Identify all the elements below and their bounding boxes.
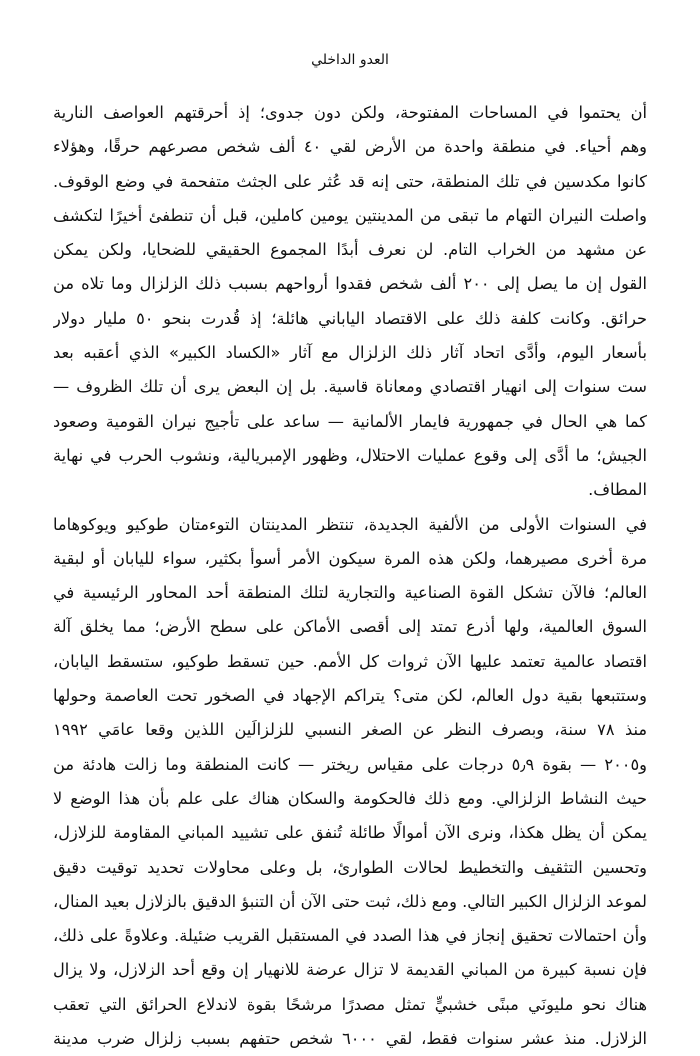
text-line: عن مشهد من الخراب التام. لن نعرف أبدًا المجموع الحقيقي للضحايا، ولكن يمكن (53, 240, 647, 260)
text-line: في السنوات الأولى من الألفية الجديدة، تنتظر المدينتان التوءمتان طوكيو ويوكوهاما (53, 514, 647, 534)
text-line: و٢٠٠٥ — بقوة ٥٫٩ درجات على مقياس ريختر — كانت المنطقة وما زالت هادئة من (53, 754, 647, 774)
body-text (53, 96, 647, 1056)
text-line: هناك نحو مليونَي مبنًى خشبيٍّ تمثل مصدرًا مرشحًا بقوة لاندلاع الحرائق التي تعقب (53, 994, 647, 1014)
text-line: منذ ٧٨ سنة، وبصرف النظر عن الصغر النسبي للزلزالَين اللذين وقعا عامَي ١٩٩٢ (53, 720, 647, 740)
text-line: حيث النشاط الزلزالي. ومع ذلك فالحكومة والسكان هناك على علم بأن هذا الوضع لا (53, 788, 647, 808)
text-line: اقتصاد عالمية تعتمد عليها الآن ثروات كل الأمم. حين تسقط طوكيو، ستسقط اليابان، (53, 651, 647, 671)
text-line: السوق العالمية، ولها أذرع تمتد إلى أقصى الأماكن على سطح الأرض؛ مما يخلق آلة (53, 617, 647, 637)
text-line: ست سنوات إلى انهيار اقتصادي ومعاناة قاسية. بل إن البعض يرى أن تلك الظروف — (53, 377, 647, 397)
text-line: بأسعار اليوم، وأدَّى اتحاد آثار ذلك الزلزال مع آثار «الكساد الكبير» الذي أعقبه بعد (53, 343, 647, 363)
paragraph (53, 96, 647, 508)
text-line: كما هي الحال في جمهورية فايمار الألمانية — ساعد على تأجيج نيران القومية وصعود (53, 411, 647, 431)
text-line: فإن نسبة كبيرة من المباني القديمة لا تزال عرضة للانهيار إن وقع أحد الزلازل، ولا يزال (53, 960, 647, 980)
paragraph (53, 508, 647, 1056)
running-header: العدو الداخلي (311, 52, 389, 68)
text-line: الجيش؛ ما أدَّى إلى وقوع عمليات الاحتلال، وظهور الإمبريالية، ونشوب الحرب في نهاية (53, 445, 647, 465)
text-line: حرائق. وكانت كلفة ذلك على الاقتصاد الياباني هائلة؛ إذ قُدرت بنحو ٥٠ مليار دولار (53, 308, 647, 328)
text-line: العالم؛ فالآن تشكل القوة الصناعية والتجارية لتلك المنطقة أحد المحاور الرئيسية في (53, 583, 647, 603)
text-line: الزلازل. منذ عشر سنوات فقط، لقي ٦٠٠٠ شخص حتفهم بسبب زلزال ضرب مدينة (53, 1029, 647, 1049)
text-line: وستتبعها بقية دول العالم، لكن متى؟ يتراكم الإجهاد في الصخور تحت العاصمة وحولها (53, 686, 647, 706)
text-line: القول إن ما يصل إلى ٢٠٠ ألف شخص فقدوا أرواحهم بسبب ذلك الزلزال وما تلاه من (53, 274, 647, 294)
text-line: المطاف. (588, 480, 647, 500)
text-line: مرة أخرى مصيرهما، ولكن هذه المرة سيكون الأمر أسوأ بكثير، سواء لليابان أو لبقية (53, 548, 647, 568)
text-line: واصلت النيران التهام ما تبقى من المدينتين يومين كاملين، قبل أن تنطفئ أخيرًا لتكشف (53, 205, 647, 225)
text-line: وهم أحياء. في منطقة واحدة من الأرض لقي ٤٠ ألف شخص مصرعهم حرقًا، وهؤلاء (53, 137, 647, 157)
text-line: كانوا مكدسين في تلك المنطقة، حتى إنه قد عُثر على الجثث متفحمة في وضع الوقوف. (53, 171, 647, 191)
text-line: وتحسين التثقيف والتخطيط لحالات الطوارئ، بل وعلى محاولات تحديد توقيت دقيق (53, 857, 647, 877)
text-line: لموعد الزلزال الكبير التالي. ومع ذلك، ثبت حتى الآن أن التنبؤ الدقيق بالزلازل بعيد المنال، (53, 891, 647, 911)
text-line: وأن احتمالات تحقيق إنجاز في هذا الصدد في المستقبل القريب ضئيلة. وعلاوةً على ذلك، (53, 926, 647, 946)
text-line: أن يحتموا في المساحات المفتوحة، ولكن دون جدوى؛ إذ أحرقتهم العواصف النارية (53, 103, 647, 122)
text-line: يمكن أن يظل هكذا، ونرى الآن أموالًا طائلة تُنفق على تشييد المباني المقاومة للزلازل، (53, 823, 647, 843)
